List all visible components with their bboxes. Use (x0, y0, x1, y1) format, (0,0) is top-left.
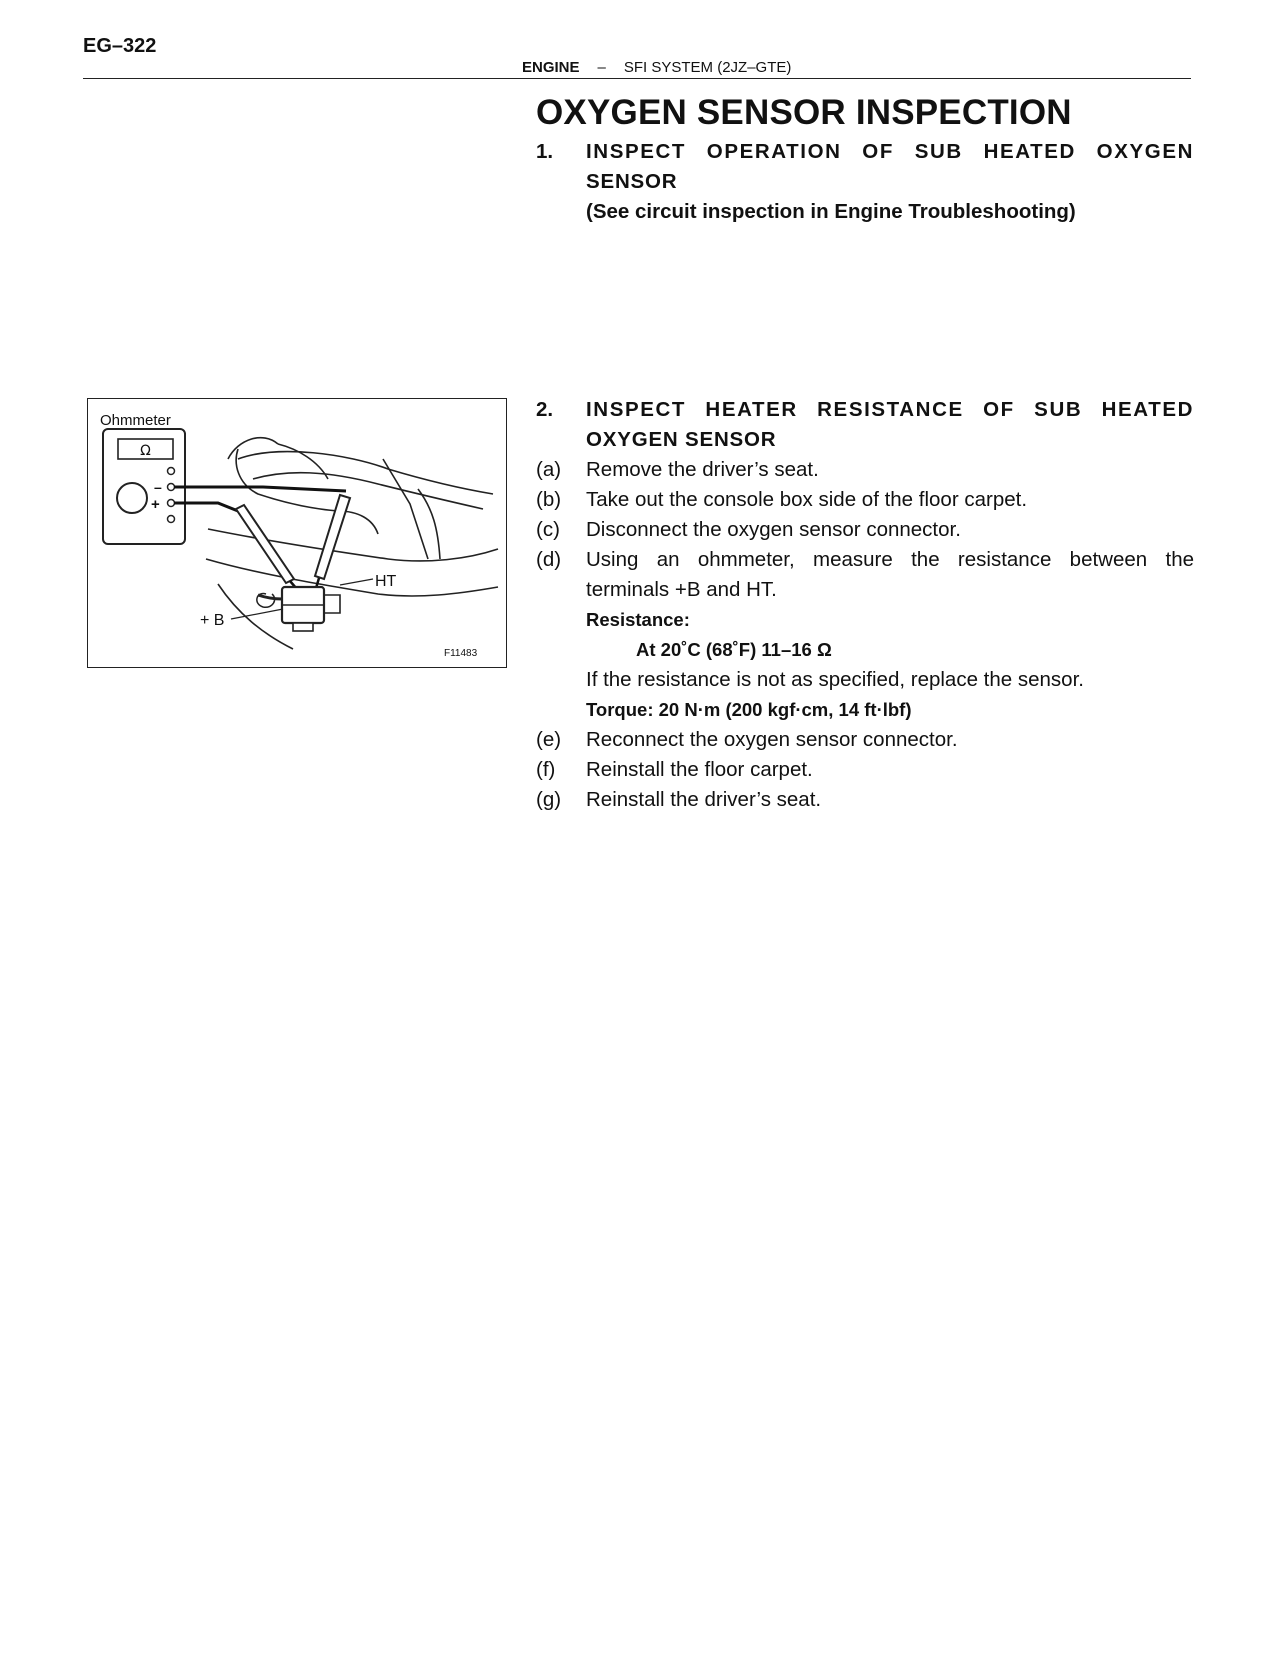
step-2 (536, 395, 1194, 815)
page-number: EG–322 (83, 35, 157, 57)
test-probes (236, 495, 350, 583)
item-text: Reinstall the driver’s seat. (586, 788, 822, 811)
header-rule (83, 78, 1191, 79)
header-separator: – (597, 59, 606, 76)
item-label: (e) (536, 728, 562, 751)
item-label: (g) (536, 788, 562, 811)
ohmmeter-diagram (88, 399, 505, 666)
step-2-heading-line2: OXYGEN SENSOR (586, 428, 777, 451)
not-specified-note: If the resistance is not as specified, replace the sensor. (586, 668, 1084, 691)
step-2-number: 2. (536, 398, 554, 421)
header-subsection: SFI SYSTEM (2JZ–GTE) (623, 59, 792, 76)
step-1-note: (See circuit inspection in Engine Troubleshooting) (586, 200, 1076, 223)
ohmmeter-label: Ohmmeter (100, 412, 171, 429)
ohmmeter-figure (87, 398, 507, 668)
item-text: Using an ohmmeter, measure the resistance between the terminals +B and HT. (586, 548, 1194, 601)
step-1-number: 1. (536, 140, 554, 163)
figure-code: F11483 (444, 648, 478, 659)
resistance-label: Resistance: (586, 609, 690, 630)
item-label: (d) (536, 548, 562, 571)
item-text: Disconnect the oxygen sensor connector. (586, 518, 961, 541)
step-2-heading-line1: INSPECT HEATER RESISTANCE OF SUB HEATED (586, 398, 1194, 421)
ohm-symbol: Ω (140, 443, 151, 459)
minus-terminal-label: – (154, 479, 162, 495)
running-header (522, 59, 791, 76)
ohmmeter-dial (117, 483, 147, 513)
connector-wire-left (258, 595, 282, 599)
step-2-item-f (536, 755, 1194, 785)
torque-spec: Torque: 20 N·m (200 kgf·cm, 14 ft·lbf) (586, 699, 912, 720)
header-section: ENGINE (522, 59, 580, 76)
page-title: OXYGEN SENSOR INSPECTION (536, 93, 1072, 132)
item-label: (a) (536, 458, 562, 481)
step-2-item-d (536, 545, 1194, 605)
step-2-item-g (536, 785, 1194, 815)
item-text: Reconnect the oxygen sensor connector. (586, 728, 958, 751)
step-2-item-e (536, 725, 1194, 755)
test-leads (174, 487, 346, 511)
item-text: Take out the console box side of the floor carpet. (586, 488, 1028, 511)
step-2-item-b (536, 485, 1194, 515)
step-1-heading-line1: INSPECT OPERATION OF SUB HEATED OXYGEN (586, 140, 1194, 163)
plus-terminal-label: + (151, 496, 160, 513)
step-2-heading (536, 395, 1194, 455)
connector-wire-right (324, 595, 340, 613)
item-text: Remove the driver’s seat. (586, 458, 819, 481)
item-label: (b) (536, 488, 562, 511)
plus-b-label: + B (200, 612, 225, 629)
step-1 (536, 137, 1194, 227)
step-1-heading (536, 137, 1194, 197)
step-2-item-a (536, 455, 1194, 485)
console-outline (206, 438, 498, 649)
ht-leader-line (340, 579, 373, 585)
item-text: Reinstall the floor carpet. (586, 758, 813, 781)
connector-latch (293, 623, 313, 631)
item-label: (f) (536, 758, 556, 781)
step-1-heading-line2: SENSOR (586, 170, 678, 193)
item-label: (c) (536, 518, 560, 541)
ht-label: HT (375, 573, 397, 590)
step-2-item-c (536, 515, 1194, 545)
resistance-value: At 20˚C (68˚F) 11–16 Ω (636, 639, 832, 660)
